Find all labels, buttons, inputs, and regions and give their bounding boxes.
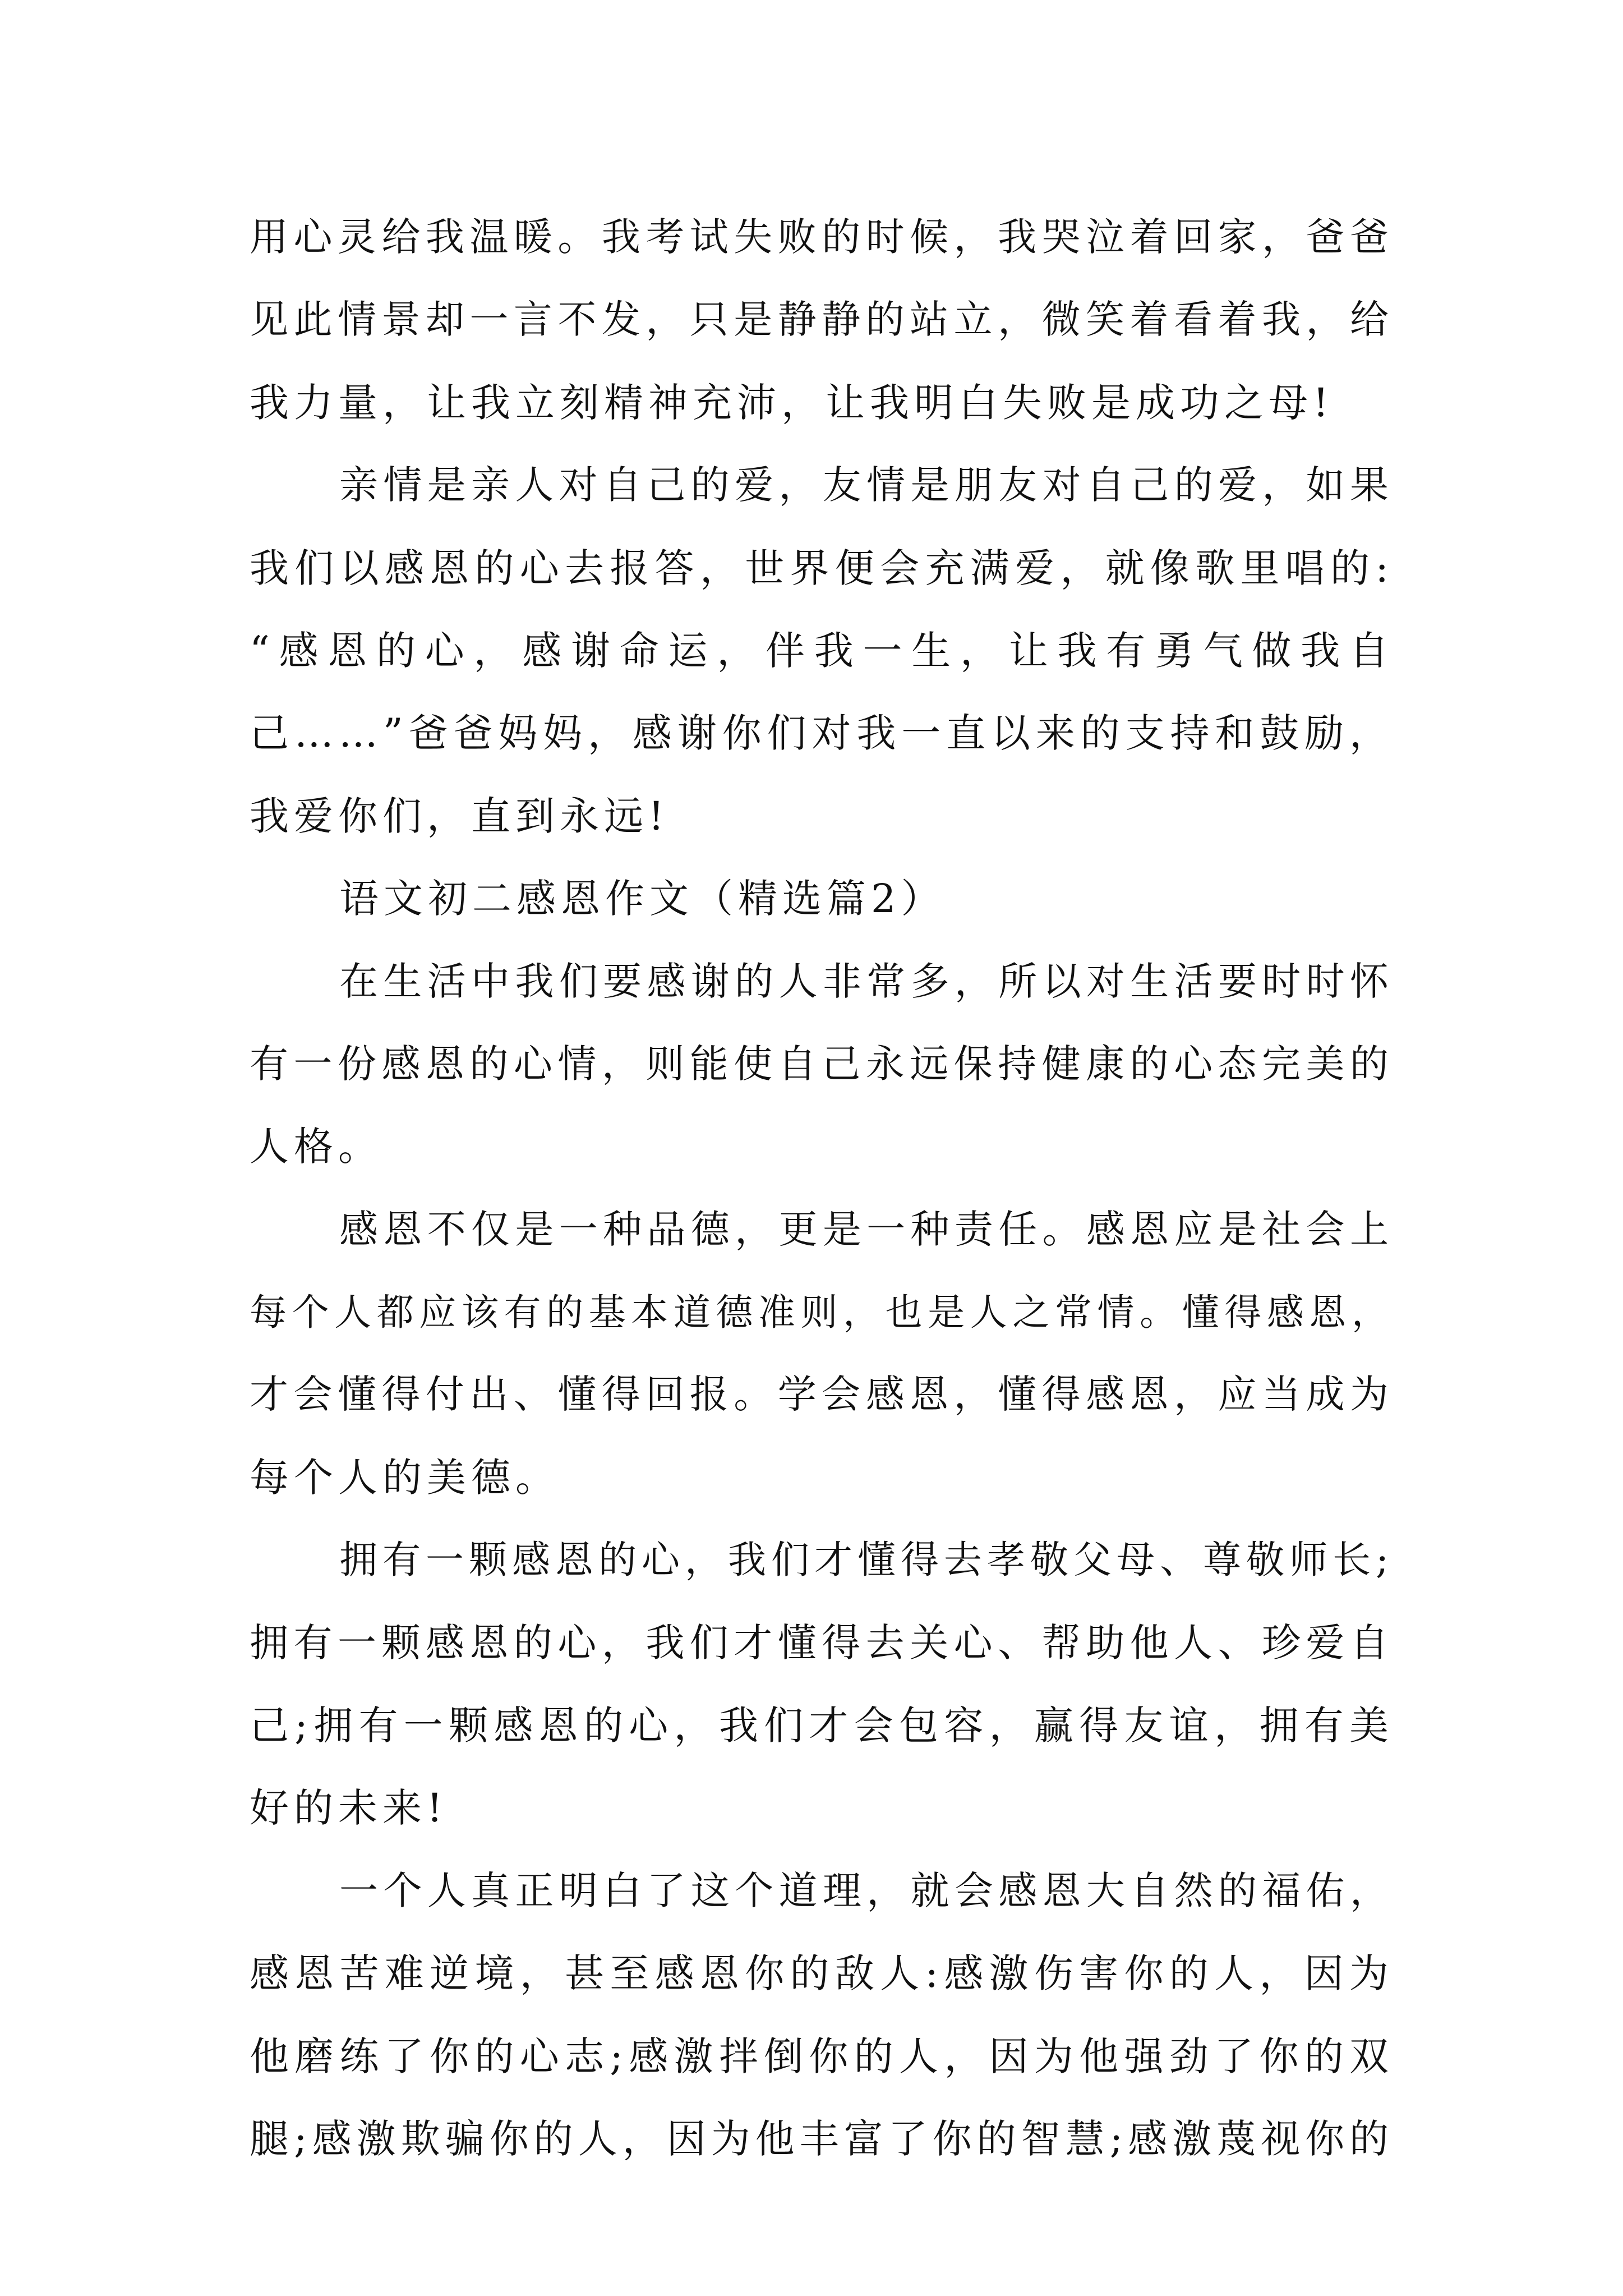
text-line: 每个人都应该有的基本道德准则，也是人之常情。懂得感恩， — [250, 1291, 1394, 1335]
text-line: 腿;感激欺骗你的人，因为他丰富了你的智慧;感激蔑视你的 — [250, 2115, 1394, 2162]
text-line: 人格。 — [250, 1124, 382, 1170]
text-line: 语文初二感恩作文（精选篇2） — [339, 876, 946, 922]
text-line: 才会懂得付出、懂得回报。学会感恩，懂得感恩，应当成为 — [250, 1372, 1394, 1418]
text-line: 用心灵给我温暖。我考试失败的时候，我哭泣着回家，爸爸 — [250, 215, 1394, 260]
text-line: 好的未来! — [250, 1785, 448, 1832]
text-line: 亲情是亲人对自己的爱，友情是朋友对自己的爱，如果 — [339, 463, 1394, 508]
text-line: 一个人真正明白了这个道理，就会感恩大自然的福佑， — [339, 1868, 1394, 1913]
document-body — [250, 196, 1394, 2180]
text-line: 己;拥有一颗感恩的心，我们才会包容，赢得友谊，拥有美 — [250, 1703, 1394, 1749]
text-line: 我爱你们，直到永远! — [250, 793, 670, 839]
text-line: 感恩不仅是一种品德，更是一种责任。感恩应是社会上 — [339, 1207, 1394, 1252]
text-line: 我力量，让我立刻精神充沛，让我明白失败是成功之母! — [250, 379, 1334, 426]
text-line: 每个人的美德。 — [250, 1454, 560, 1501]
text-line: 拥有一颗感恩的心，我们才懂得去关心、帮助他人、珍爱自 — [250, 1620, 1394, 1665]
text-line: 拥有一颗感恩的心，我们才懂得去孝敬父母、尊敬师长; — [339, 1538, 1394, 1583]
text-line: 己……”爸爸妈妈，感谢你们对我一直以来的支持和鼓励， — [250, 710, 1394, 757]
text-line: 感恩苦难逆境，甚至感恩你的敌人:感激伤害你的人，因为 — [250, 1950, 1394, 1997]
text-line: 有一份感恩的心情，则能使自己永远保持健康的心态完美的 — [250, 1041, 1394, 1087]
text-line: 他磨练了你的心志;感激拌倒你的人，因为他强劲了你的双 — [250, 2033, 1394, 2079]
text-line: 在生活中我们要感谢的人非常多，所以对生活要时时怀 — [339, 959, 1394, 1004]
text-line: “感恩的心，感谢命运，伴我一生，让我有勇气做我自 — [250, 627, 1394, 674]
text-line: 我们以感恩的心去报答，世界便会充满爱，就像歌里唱的: — [250, 545, 1394, 591]
text-line: 见此情景却一言不发，只是静静的站立，微笑着看着我，给 — [250, 297, 1394, 343]
